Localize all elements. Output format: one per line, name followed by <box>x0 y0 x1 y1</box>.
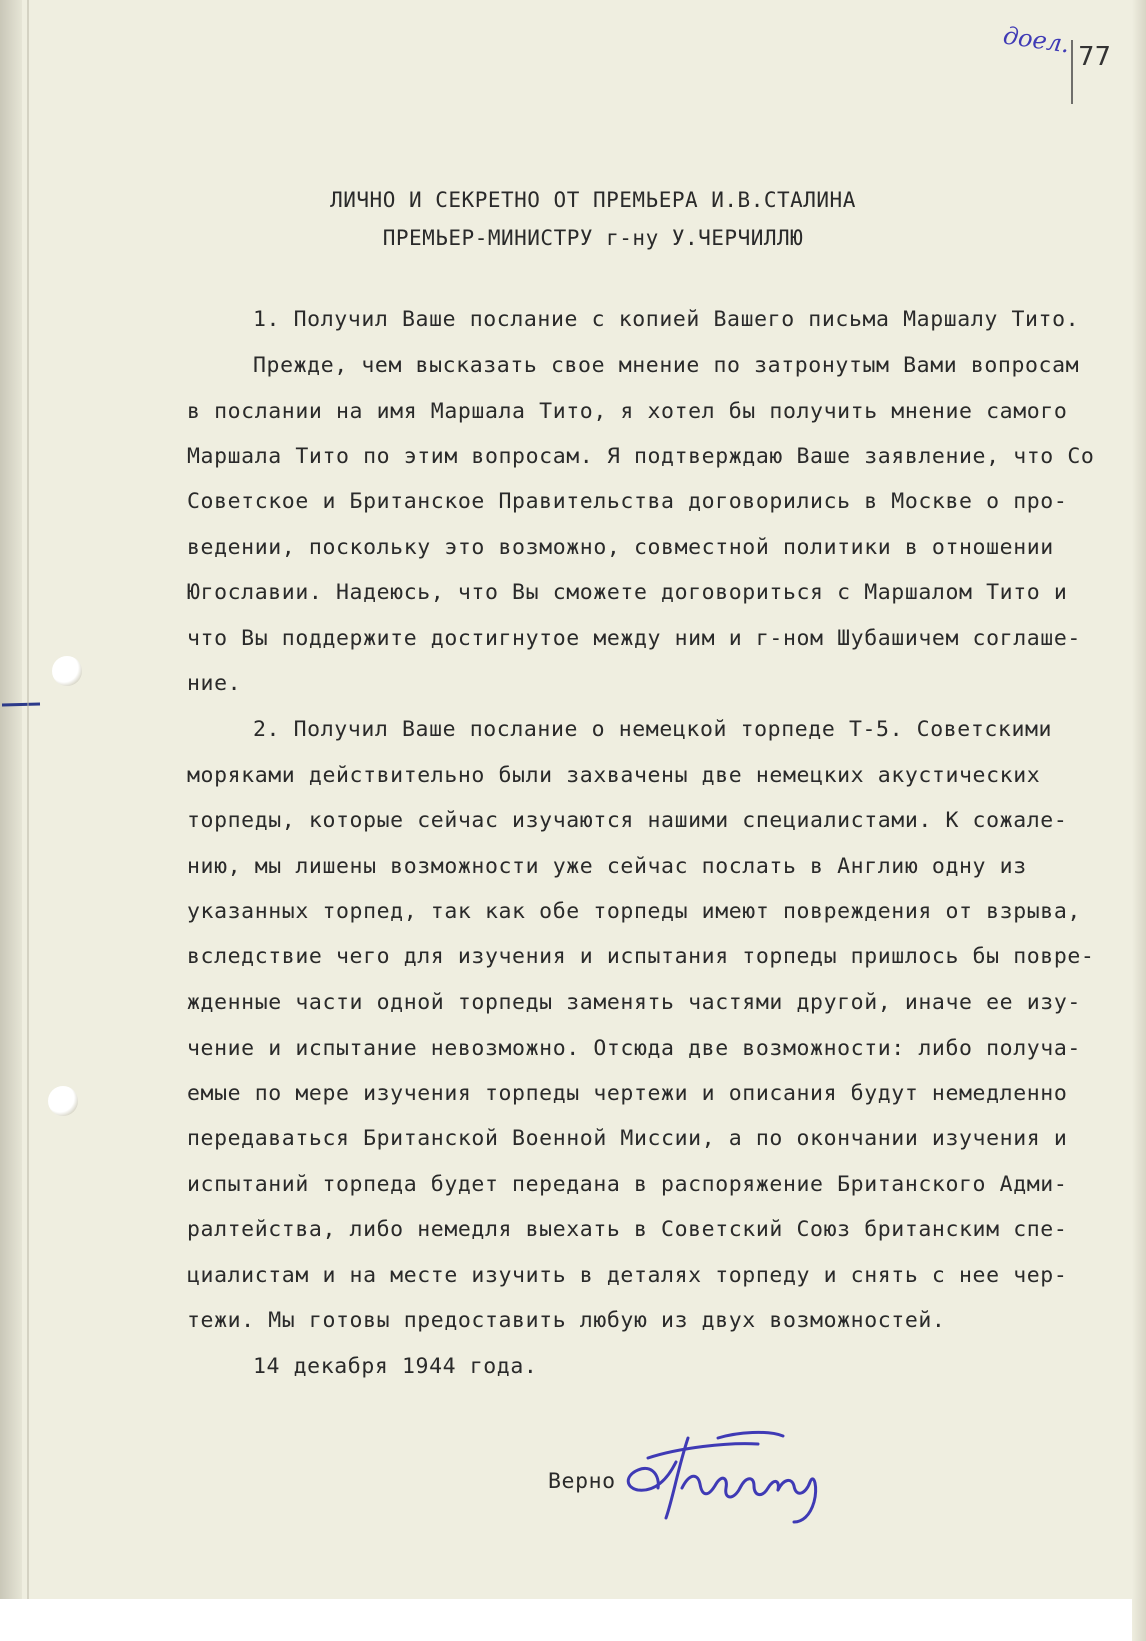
paragraph-2-line: циалистам и на месте изучить в деталях торпеду и снять с нее чер- <box>187 1263 1068 1288</box>
corner-archive-mark: доел. <box>1001 21 1072 59</box>
punch-hole-top <box>52 656 82 686</box>
scan-bottom-edge <box>0 1599 1146 1641</box>
paragraph-1-line: ведении, поскольку это возможно, совместной политики в отношении <box>187 535 1054 560</box>
paragraph-1-line: Прежде, чем высказать свое мнение по затронутым Вами вопросам <box>253 353 1080 378</box>
paragraph-2-line: передаваться Британской Военной Миссии, а по окончании изучения и <box>187 1126 1068 1151</box>
paragraph-2-line: ралтейства, либо немедля выехать в Советский Союз британским спе- <box>187 1217 1068 1242</box>
paragraph-2-line: жденные части одной торпеды заменять частями другой, иначе ее изу- <box>187 990 1081 1015</box>
punch-hole-bottom <box>48 1086 78 1116</box>
paragraph-1-line: Советское и Британское Правительства договорились в Москве о про- <box>187 489 1068 514</box>
paragraph-2-line: тежи. Мы готовы предоставить любую из двух возможностей. <box>187 1308 946 1333</box>
paragraph-2-line: емые по мере изучения торпеды чертежи и описания будут немедленно <box>187 1081 1068 1106</box>
heading-line-1: ЛИЧНО И СЕКРЕТНО ОТ ПРЕМЬЕРА И.В.СТАЛИНА <box>330 188 856 212</box>
handwritten-signature <box>618 1418 848 1528</box>
corner-bracket-mark <box>1064 38 1080 108</box>
paragraph-2-line: торпеды, которые сейчас изучаются нашими специалистами. К сожале- <box>187 808 1068 833</box>
paragraph-1-line: Югославии. Надеюсь, что Вы сможете договориться с Маршалом Тито и <box>187 580 1068 605</box>
paragraph-2-line: вследствие чего для изучения и испытания торпеды пришлось бы повре- <box>187 944 1095 969</box>
paragraph-1-line: что Вы поддержите достигнутое между ним и г-ном Шубашичем соглаше- <box>187 626 1081 651</box>
heading-line-2: ПРЕМЬЕР-МИНИСТРУ г-ну У.ЧЕРЧИЛЛЮ <box>382 226 804 250</box>
paragraph-1-line: в послании на имя Маршала Тито, я хотел бы получить мнение самого <box>187 399 1068 424</box>
document-date: 14 декабря 1944 года. <box>253 1354 538 1379</box>
paragraph-1-line: ние. <box>187 671 242 696</box>
paragraph-1-line: Маршала Тито по этим вопросам. Я подтверждаю Ваше заявление, что Со <box>187 444 1095 469</box>
paragraph-2-line: 2. Получил Ваше послание о немецкой торпеде Т-5. Советскими <box>253 717 1053 742</box>
margin-tick-mark <box>0 700 42 710</box>
paragraph-1-line: 1. Получил Ваше послание с копией Вашего письма Маршалу Тито. <box>253 307 1080 332</box>
paragraph-2-line: испытаний торпеда будет передана в распоряжение Британского Адми- <box>187 1172 1068 1197</box>
page-number: 77 <box>1078 42 1112 72</box>
paragraph-2-line: указанных торпед, так как обе торпеды имеют повреждения от взрыва, <box>187 899 1081 924</box>
margin-line <box>26 0 30 1641</box>
paragraph-2-line: нию, мы лишены возможности уже сейчас послать в Англию одну из <box>187 854 1027 879</box>
paragraph-2-line: моряками действительно были захвачены две немецких акустических <box>187 763 1041 788</box>
verno-label: Верно <box>548 1469 616 1494</box>
paragraph-2-line: чение и испытание невозможно. Отсюда две возможности: либо получа- <box>187 1036 1081 1061</box>
